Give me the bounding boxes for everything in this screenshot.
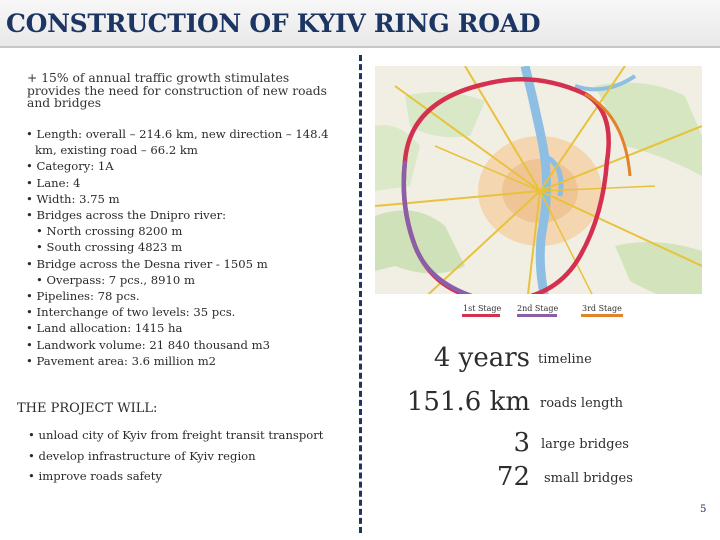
page-number: 5 (700, 504, 707, 515)
project-item: • develop infrastructure of Kyiv region (28, 448, 256, 463)
legend-stage2-line (517, 314, 557, 317)
spec-item: • Land allocation: 1415 ha (26, 321, 183, 336)
legend-stage3-label: 3rd Stage (582, 304, 622, 313)
spec-item: • Width: 3.75 m (26, 191, 120, 206)
project-heading: THE PROJECT WILL: (17, 401, 158, 416)
ring-road-map (375, 66, 702, 320)
stat-large-bridges-value: 3 (513, 428, 530, 458)
project-list (28, 425, 323, 487)
spec-item: • Length: overall – 214.6 km, new direction – 148.4 (26, 127, 329, 141)
stat-timeline-label: timeline (538, 352, 592, 367)
project-item: • improve roads safety (28, 469, 162, 483)
title-divider (0, 46, 720, 48)
spec-item: • Bridges across the Dnipro river: (26, 208, 227, 223)
legend-stage3-line (581, 314, 623, 317)
spec-item: km, existing road – 66.2 km (35, 143, 198, 158)
stat-roads-label: roads length (540, 396, 624, 411)
spec-item: • Pavement area: 3.6 million m2 (26, 353, 217, 368)
legend-stage2-label: 2nd Stage (517, 304, 559, 313)
project-item: • unload city of Kyiv from freight transit transport (28, 428, 324, 442)
stat-roads-value: 151.6 km (406, 387, 530, 417)
spec-item: • Pipelines: 78 pcs. (26, 289, 140, 304)
intro-text: + 15% of annual traffic growth stimulates provides the need for construction of new roads and bridges (27, 71, 327, 110)
map-legend (375, 66, 702, 320)
legend-stage1-label: 1st Stage (463, 304, 502, 313)
spec-item: • Lane: 4 (26, 175, 81, 190)
spec-item: • Category: 1A (26, 159, 114, 174)
specs-list (26, 126, 356, 369)
spec-subitem: • North crossing 8200 m (36, 224, 183, 239)
spec-item: • Bridge across the Desna river - 1505 m (26, 256, 268, 271)
page-title: CONSTRUCTION OF KYIV RING ROAD (6, 9, 541, 38)
stat-small-bridges-value: 72 (496, 462, 530, 492)
spec-subitem: • Overpass: 7 pcs., 8910 m (36, 272, 195, 287)
dashed-divider (359, 55, 362, 533)
stat-large-bridges-label: large bridges (541, 437, 629, 452)
spec-item: • Landwork volume: 21 840 thousand m3 (26, 337, 270, 352)
spec-item: • Interchange of two levels: 35 pcs. (26, 305, 236, 320)
stat-small-bridges-label: small bridges (544, 471, 633, 486)
stat-timeline-value: 4 years (433, 343, 530, 373)
spec-subitem: • South crossing 4823 m (36, 240, 183, 255)
legend-stage1-line (462, 314, 500, 317)
